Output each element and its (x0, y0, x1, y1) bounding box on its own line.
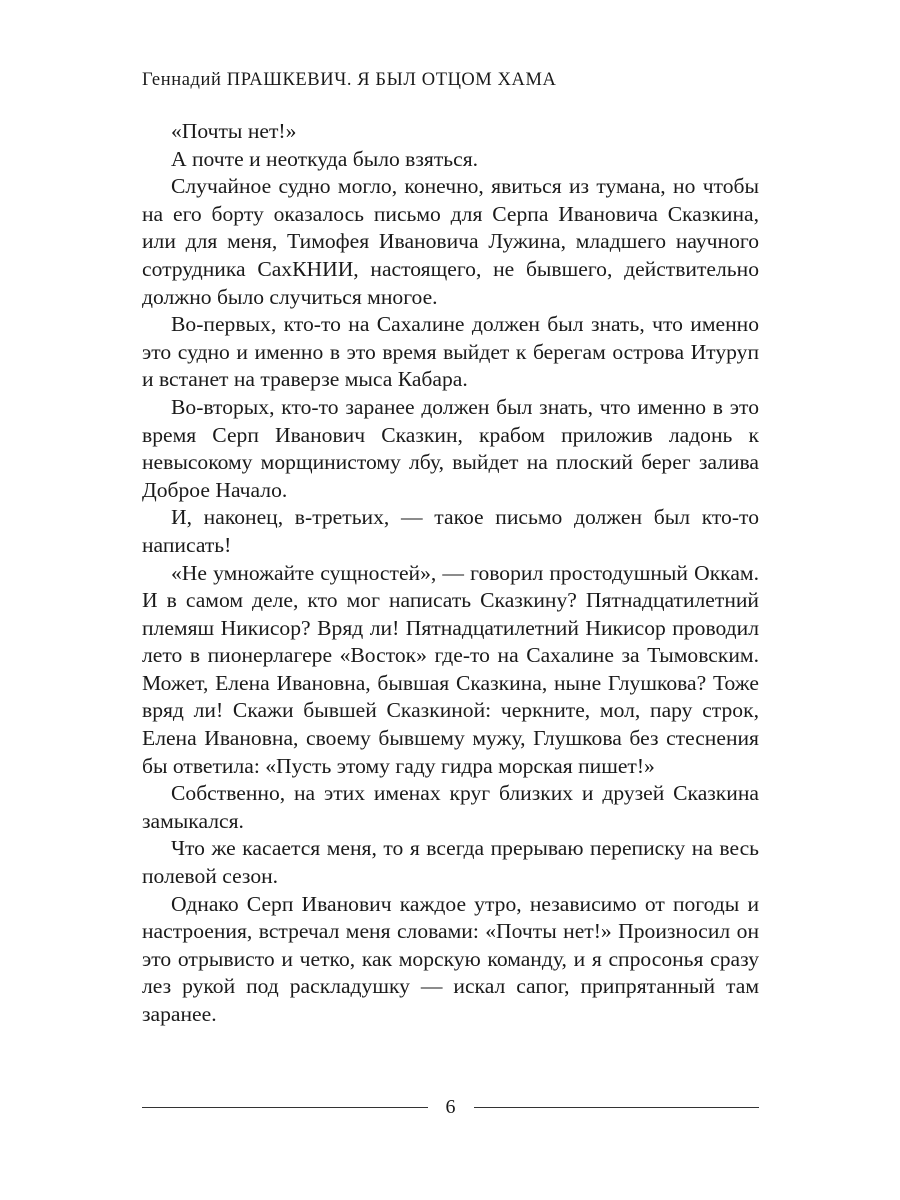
paragraph: Во-первых, кто-то на Сахалине должен был знать, что именно это судно и именно в это время выйдет к берегам острова Итуруп и встанет на траверзе мыса Кабара. (142, 312, 759, 392)
paragraph: Во-вторых, кто-то заранее должен был знать, что именно в это время Серп Иванович Сказкин, крабом приложив ладонь к невысокому морщинистому лбу, выйдет на плоский берег залива Доброе Начало. (142, 394, 759, 502)
body-text (142, 118, 759, 1029)
footer-rule-right (474, 1107, 760, 1108)
footer-rule-left (142, 1107, 428, 1108)
paragraph: Что же касается меня, то я всегда прерываю переписку на весь полевой сезон. (142, 836, 759, 889)
page-number: 6 (445, 1096, 456, 1118)
running-header: Геннадий ПРАШКЕВИЧ. Я БЫЛ ОТЦОМ ХАМА (142, 70, 557, 90)
paragraph: А почте и неоткуда было взяться. (171, 146, 479, 171)
paragraph: И, наконец, в-третьих, — такое письмо должен был кто-то написать! (142, 505, 759, 557)
page-footer (142, 1094, 759, 1120)
paragraph: «Не умножайте сущностей», — говорил простодушный Оккам. И в самом деле, кто мог написать Сказкину? Пятнадцатилетний племяш Никисор? Вряд ли! Пятнадцатилетний Никисор проводил лето в пионерлагере «Восток» где-то на Сахалине за Тымовским. Может, Елена Ивановна, бывшая Сказкина, ныне Глушкова? Тоже вряд ли! Скажи бывшей Сказкиной: черкните, мол, пару строк, Елена Ивановна, своему бывшему мужу, Глушкова без стеснения бы ответила: «Пусть этому гаду гидра морская пишет!» (142, 560, 759, 778)
paragraph: Однако Серп Иванович каждое утро, независимо от погоды и настроения, встречал меня словами: «Почты нет!» Произносил он это отрывисто и четко, как морскую команду, и я спросонья сразу лез рукой под раскладушку — искал сапог, припрятанный там заранее. (142, 891, 759, 1026)
paragraph: Случайное судно могло, конечно, явиться из тумана, но чтобы на его борту оказалось письмо для Серпа Ивановича Сказкина, или для меня, Тимофея Ивановича Лужина, младшего научного сотрудника СахКНИИ, настоящего, не бывшего, действительно должно было случиться многое. (142, 174, 759, 309)
paragraph: Собственно, на этих именах круг близких и друзей Сказкина замыкался. (142, 781, 759, 833)
paragraph: «Почты нет!» (171, 119, 297, 143)
